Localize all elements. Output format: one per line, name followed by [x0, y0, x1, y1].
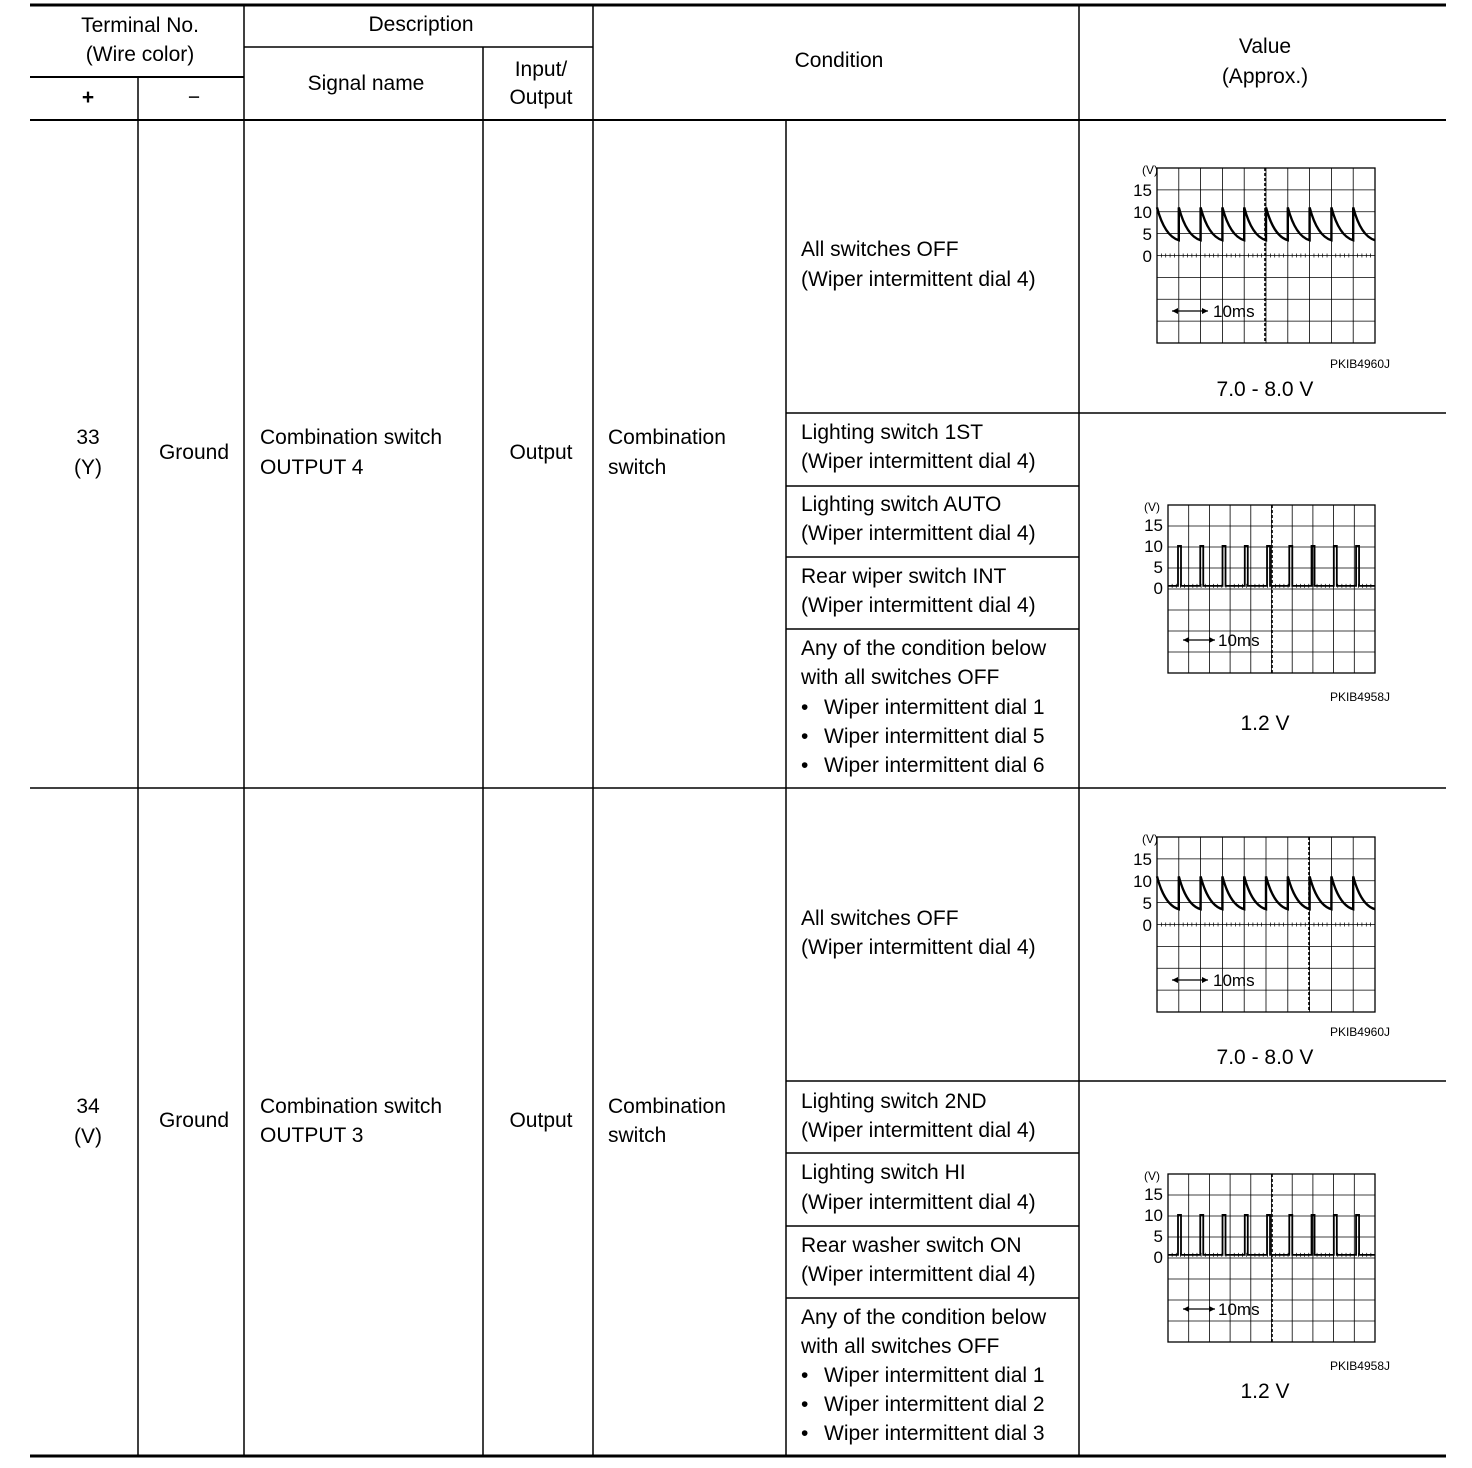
condition-group-sub: switch: [608, 456, 667, 479]
scope-tick: 15: [1133, 850, 1152, 869]
condition-line: Wiper intermittent dial 3: [824, 1422, 1045, 1445]
scope-tick: 0: [1142, 247, 1152, 266]
condition-line: (Wiper intermittent dial 4): [801, 522, 1036, 545]
ground-terminal: Ground: [158, 441, 230, 464]
scope-tick: 5: [1142, 894, 1152, 913]
waveform-sawtooth: [1133, 163, 1390, 371]
condition-line: Wiper intermittent dial 1: [824, 696, 1045, 719]
condition-line: Any of the condition below: [801, 637, 1047, 660]
condition-line: All switches OFF: [801, 238, 959, 261]
header-signal-name: Signal name: [307, 72, 425, 95]
scope-tick: 0: [1153, 1248, 1163, 1267]
scope-tick: 5: [1153, 558, 1163, 577]
header-condition: Condition: [794, 49, 884, 72]
condition-line: (Wiper intermittent dial 4): [801, 594, 1036, 617]
header-description: Description: [368, 13, 474, 36]
approx-value: 7.0 - 8.0 V: [1216, 1046, 1314, 1069]
bullet: •: [801, 1422, 809, 1445]
scope-unit: (V): [1144, 500, 1160, 514]
table-header: [30, 5, 1446, 120]
time-division: 10ms: [1213, 971, 1255, 990]
condition-line: with all switches OFF: [801, 1335, 1000, 1358]
condition-line: (Wiper intermittent dial 4): [801, 1191, 1036, 1214]
condition-line: Any of the condition below: [801, 1306, 1047, 1329]
condition-group-sub: switch: [608, 1124, 667, 1147]
bullet: •: [801, 1393, 809, 1416]
condition-line: Rear wiper switch INT: [801, 565, 1007, 588]
signal-name-sub: OUTPUT 4: [260, 456, 364, 479]
condition-line: Lighting switch AUTO: [801, 493, 1002, 516]
signal-name: Combination switch: [260, 426, 443, 449]
scope-tick: 15: [1144, 1185, 1163, 1204]
condition-line: Rear washer switch ON: [801, 1234, 1022, 1257]
condition-line: (Wiper intermittent dial 4): [801, 1119, 1036, 1142]
condition-line: Wiper intermittent dial 2: [824, 1393, 1045, 1416]
scope-tick: 5: [1153, 1227, 1163, 1246]
io-type: Output: [509, 441, 573, 464]
header-terminal-no: Terminal No.: [81, 14, 199, 37]
approx-value: 1.2 V: [1240, 712, 1290, 735]
header-wire-color: (Wire color): [85, 43, 195, 66]
bullet: •: [801, 696, 809, 719]
waveform-sawtooth: [1133, 832, 1390, 1039]
condition-line: (Wiper intermittent dial 4): [801, 1263, 1036, 1286]
time-division: 10ms: [1213, 302, 1255, 321]
approx-value: 7.0 - 8.0 V: [1216, 378, 1314, 401]
scope-tick: 10: [1144, 537, 1163, 556]
condition-line: Wiper intermittent dial 6: [824, 754, 1045, 777]
condition-line: All switches OFF: [801, 907, 959, 930]
scope-tick: 15: [1133, 181, 1152, 200]
scope-tick: 10: [1133, 872, 1152, 891]
header-output: Output: [509, 86, 573, 109]
scope-unit: (V): [1144, 1169, 1160, 1183]
wire-color: (Y): [74, 456, 102, 479]
scope-unit: (V): [1142, 163, 1158, 177]
condition-line: Wiper intermittent dial 5: [824, 725, 1045, 748]
ground-terminal: Ground: [158, 1109, 230, 1132]
condition-line: with all switches OFF: [801, 666, 1000, 689]
bullet: •: [801, 754, 809, 777]
table-row-34: [74, 832, 1390, 1445]
scope-unit: (V): [1142, 832, 1158, 846]
time-division: 10ms: [1218, 1300, 1260, 1319]
waveform-pulse: [1144, 500, 1390, 704]
scope-tick: 15: [1144, 516, 1163, 535]
wire-color: (V): [74, 1125, 102, 1148]
condition-line: (Wiper intermittent dial 4): [801, 450, 1036, 473]
scope-tick: 5: [1142, 225, 1152, 244]
header-plus: +: [81, 86, 95, 109]
condition-line: Lighting switch 1ST: [801, 421, 984, 444]
terminal-number: 34: [76, 1095, 100, 1118]
condition-line: Lighting switch HI: [801, 1161, 966, 1184]
io-type: Output: [509, 1109, 573, 1132]
bullet: •: [801, 725, 809, 748]
figure-code: PKIB4958J: [1329, 1359, 1390, 1373]
header-approx: (Approx.): [1221, 65, 1309, 88]
approx-value: 1.2 V: [1240, 1380, 1290, 1403]
bullet: •: [801, 1364, 809, 1387]
figure-code: PKIB4960J: [1329, 1025, 1390, 1039]
header-input: Input/: [514, 58, 568, 81]
table-row-33: [74, 163, 1390, 777]
condition-group: Combination: [608, 426, 726, 449]
time-division: 10ms: [1218, 631, 1260, 650]
figure-code: PKIB4960J: [1329, 357, 1390, 371]
figure-code: PKIB4958J: [1329, 690, 1390, 704]
signal-name-sub: OUTPUT 3: [260, 1124, 364, 1147]
scope-tick: 10: [1133, 203, 1152, 222]
scope-tick: 10: [1144, 1206, 1163, 1225]
header-minus: −: [187, 86, 201, 109]
scope-tick: 0: [1142, 916, 1152, 935]
condition-group: Combination: [608, 1095, 726, 1118]
signal-name: Combination switch: [260, 1095, 443, 1118]
waveform-pulse: [1144, 1169, 1390, 1373]
condition-line: (Wiper intermittent dial 4): [801, 268, 1036, 291]
condition-line: (Wiper intermittent dial 4): [801, 936, 1036, 959]
condition-line: Lighting switch 2ND: [801, 1090, 987, 1113]
scope-tick: 0: [1153, 579, 1163, 598]
condition-line: Wiper intermittent dial 1: [824, 1364, 1045, 1387]
header-value: Value: [1238, 35, 1292, 58]
terminal-number: 33: [76, 426, 100, 449]
